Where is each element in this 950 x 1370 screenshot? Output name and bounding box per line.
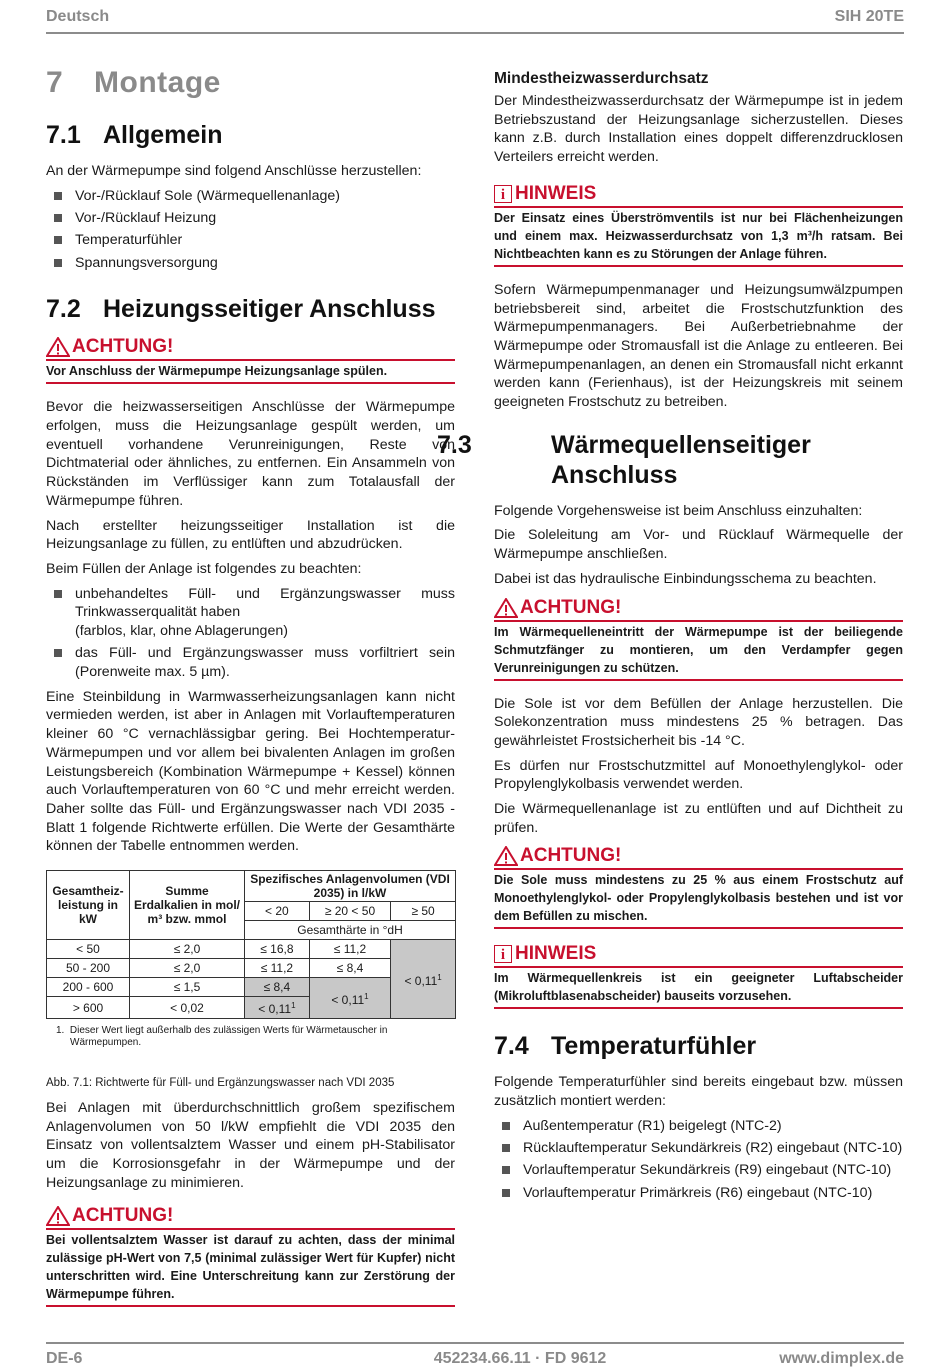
paragraph: Beim Füllen der Anlage ist folgendes zu beachten:: [46, 560, 362, 577]
table-header-unit: Gesamthärte in °dH: [245, 921, 456, 940]
warning-text: Vor Anschluss der Wärmepumpe Heizungsanlage spülen.: [46, 361, 455, 384]
warning-label: ACHTUNG!: [72, 336, 174, 358]
warning-triangle-icon: [46, 1206, 70, 1226]
list-item: das Füll- und Ergänzungswasser muss vorfiltriert sein (Porenweite max. 5 µm).: [46, 644, 455, 681]
paragraph: Bei Anlagen mit überdurchschnittlich großem spezifischem Anlagenvolumen von 50 l/kW empfiehlt die VDI 2035 den Einsatz von vollentsalztem Wasser und einem pH-Stabilisator um die Korrosionsgefahr in der Wärmepumpe und der Heizungsanlage zu minimieren.: [46, 1100, 455, 1191]
table-header-col2: ≥ 20 < 50: [309, 902, 390, 921]
info-icon: i: [494, 185, 512, 203]
warning-box: [46, 1205, 455, 1307]
list-item: Außentemperatur (R1) beigelegt (NTC-2): [494, 1117, 903, 1136]
table-footnote: 1. Dieser Wert liegt außerhalb des zulässigen Werts für Wärmetauscher in Wärmepumpen.: [56, 1025, 388, 1049]
hint-text: Im Wärmequellenkreis ist ein geeigneter Luftabscheider (Mikroluftblasenabscheider) bauseits vorzusehen.: [494, 968, 903, 1009]
table-row: 200 - 600 ≤ 1,5 ≤ 8,4 < $0,11^1$: [47, 978, 456, 997]
right-column: [437, 60, 903, 1208]
paragraph: Die Soleleitung am Vor- und Rücklauf Wärmequelle der Wärmepumpe anschließen.: [494, 527, 903, 563]
connections-list: [46, 187, 455, 273]
list-item: Vor-/Rücklauf Sole (Wärmequellenanlage): [46, 187, 455, 206]
paragraph: Sofern Wärmepumpenmanager und Heizungsumwälzpumpen betriebsbereit sind, arbeitet die Frostschutzfunktion des Wärmepumpenmanagers. Bei Außerbetriebnahme der Wärmepumpe oder Stromausfall ist die Anlage zu entleeren. Bei Wärmepumpenanlagen, an denen ein Stromausfall nicht erkannt werden kann (Ferienhaus), ist der Heizungskreis mit seinem geeigneten Frostschutz zu betreiben.: [494, 281, 903, 411]
header-language: Deutsch: [46, 8, 110, 25]
table-merged-cell: < $0,11^1$: [309, 978, 390, 1019]
paragraph: Der Mindestheizwasserdurchsatz der Wärmepumpe ist in jedem Betriebszustand der Heizungsanlage sicherzustellen. Dieses kann z.B. durch Installation eines doppelt differenzdrucklosen Verteilers erreicht werden.: [494, 93, 903, 166]
chapter-title: 7 Montage: [46, 66, 221, 99]
warning-label: ACHTUNG!: [520, 596, 622, 618]
warning-label: ACHTUNG!: [520, 845, 622, 867]
hint-label: HINWEIS: [515, 943, 597, 965]
paragraph: Folgende Vorgehensweise ist beim Anschluss einzuhalten:: [494, 502, 863, 519]
table-header-power: Gesamtheiz-leistung in kW: [47, 871, 130, 940]
section-7-1-intro: An der Wärmepumpe sind folgend Anschlüsse herzustellen:: [46, 163, 422, 179]
table-row: 50 - 200 ≤ 2,0 ≤ 11,2 ≤ 8,4: [47, 959, 456, 978]
paragraph: Folgende Temperaturfühler sind bereits eingebaut bzw. müssen zusätzlich montiert werden:: [494, 1074, 903, 1110]
table-header-col3: ≥ 50: [391, 902, 456, 921]
warning-text: Im Wärmequelleneintritt der Wärmepumpe ist der beiliegende Schmutzfänger zu montieren, um den Verdampfer gegen Verunreinigungen zu schützen.: [494, 622, 903, 681]
warning-triangle-icon: [494, 846, 518, 866]
warning-text: Die Sole muss mindestens zu 25 % aus einem Frostschutz auf Monoethylenglykol- oder Propylenglykolbasis bestehen und ist vor dem Befüllen zu mischen.: [494, 870, 903, 929]
figure-caption: Abb. 7.1: Richtwerte für Füll- und Ergänzungswasser nach VDI 2035: [46, 1077, 395, 1090]
header-model: SIH 20TE: [834, 8, 904, 25]
section-7-2-title: 7.2 Heizungsseitiger Anschluss: [46, 295, 436, 324]
hint-label: HINWEIS: [515, 182, 597, 204]
list-item: Vor-/Rücklauf Heizung: [46, 209, 455, 228]
paragraph: Eine Steinbildung in Warmwasserheizungsanlagen kann nicht vermieden werden, ist aber in Anlagen mit Vorlauftemperaturen kleiner 60 °C vernachlässigbar gering. Bei Hochtemperatur-Wärmepumpen und vor allem bei bivalenten Anlagen im großen Leistungsbereich (Kombination Wärmepumpe + Kessel) können auch Vorlauftemperaturen von 60 °C und mehr erreicht werden. Daher sollte das Füll- und Ergänzungswasser nach VDI 2035 - Blatt 1 folgende Richtwerte erfüllen. Die Werte der Gesamthärte können der Tabelle entnommen werden.: [46, 688, 455, 855]
paragraph: Die Wärmequellenanlage ist zu entlüften und auf Dichtheit zu prüfen.: [494, 801, 903, 836]
paragraph: Nach erstellter heizungsseitiger Installation ist die Heizungsanlage zu füllen, zu entlüften und abzudrücken.: [46, 517, 455, 553]
list-item: Vorlauftemperatur Sekundärkreis (R9) eingebaut (NTC-10): [494, 1161, 903, 1180]
hint-box: [494, 943, 903, 1009]
list-item: Temperaturfühler: [46, 231, 455, 250]
section-7-3-title: 7.3 Wärmequellenseitiger Anschluss: [437, 430, 811, 489]
section-7-1-title: 7.1 Allgemein: [46, 121, 223, 149]
sensor-list: [494, 1117, 903, 1203]
warning-box: [494, 845, 903, 929]
page-header: [46, 6, 904, 34]
table-header-sum: Summe Erdalkalien in mol/ m³ bzw. mmol: [130, 871, 245, 940]
table-header-volume: Spezifisches Anlagenvolumen (VDI 2035) in l/kW: [245, 871, 456, 902]
section-7-4-title: 7.4 Temperaturfühler: [494, 1032, 757, 1061]
paragraph: Es dürfen nur Frostschutzmittel auf Monoethylenglykol- oder Propylenglykolbasis verwendet werden.: [494, 757, 903, 793]
filling-list: [46, 585, 455, 682]
list-item: Vorlauftemperatur Primärkreis (R6) eingebaut (NTC-10): [494, 1184, 903, 1203]
water-hardness-table: [46, 870, 456, 1019]
document-id: 452234.66.11 · FD 9612: [433, 1350, 607, 1367]
subsection-title: Mindestheizwasserdurchsatz: [494, 70, 709, 87]
warning-box: [494, 597, 903, 681]
warning-triangle-icon: [494, 598, 518, 618]
table-merged-cell: < $0,11^1$: [391, 940, 456, 1019]
left-column: [46, 56, 455, 1321]
paragraph: Dabei ist das hydraulische Einbindungsschema zu beachten.: [494, 570, 877, 587]
list-item: Spannungsversorgung: [46, 254, 455, 273]
table-row: < 50 ≤ 2,0 ≤ 16,8 ≤ 11,2 < $0,11^1$: [47, 940, 456, 959]
page-footer: [46, 1342, 904, 1370]
list-item: Rücklauftemperatur Sekundärkreis (R2) eingebaut (NTC-10): [494, 1139, 903, 1158]
website-link[interactable]: www.dimplex.de: [779, 1350, 904, 1367]
info-icon: i: [494, 945, 512, 963]
warning-label: ACHTUNG!: [72, 1204, 174, 1226]
warning-text: Bei vollentsalztem Wasser ist darauf zu achten, dass der minimal zulässige pH-Wert von 7,5 (minimal zulässiger Wert für Kupfer) nicht unterschritten wird. Eine Unterschreitung kann zur Zerstörung der Wärmepumpe führen.: [46, 1230, 455, 1307]
table-header-col1: < 20: [245, 902, 310, 921]
page-number: DE-6: [46, 1350, 83, 1367]
warning-box: [46, 336, 455, 384]
table-row: > 600 < 0,02 < $0,11^1$: [47, 997, 456, 1019]
paragraph: Die Sole ist vor dem Befüllen der Anlage herzustellen. Die Solekonzentration muss mindestens 25 % betragen. Das gewährleistet Frostsicherheit bis -14 °C.: [494, 695, 903, 749]
hint-text: Der Einsatz eines Überströmventils ist nur bei Flächenheizungen und einem max. Heizwasserdurchsatz von 1,3 m³/h ratsam. Bei Nichtbeachten kann es zu Störungen der Anlage führen.: [494, 208, 903, 267]
warning-triangle-icon: [46, 337, 70, 357]
list-item: unbehandeltes Füll- und Ergänzungswasser muss Trinkwasserqualität haben (farblos, klar, ohne Ablagerungen): [46, 585, 455, 641]
paragraph: Bevor die heizwasserseitigen Anschlüsse der Wärmepumpe erfolgen, muss die Heizungsanlage gespült werden, um eventuell vorhandene Verunreinigungen, Reste von Dichtmaterial oder ähnliches, zu entfernen. Ein Ansammeln von Rückständen im Verflüssiger kann zum Totalausfall der Wärmepumpe führen.: [46, 399, 455, 509]
hint-box: [494, 183, 903, 267]
